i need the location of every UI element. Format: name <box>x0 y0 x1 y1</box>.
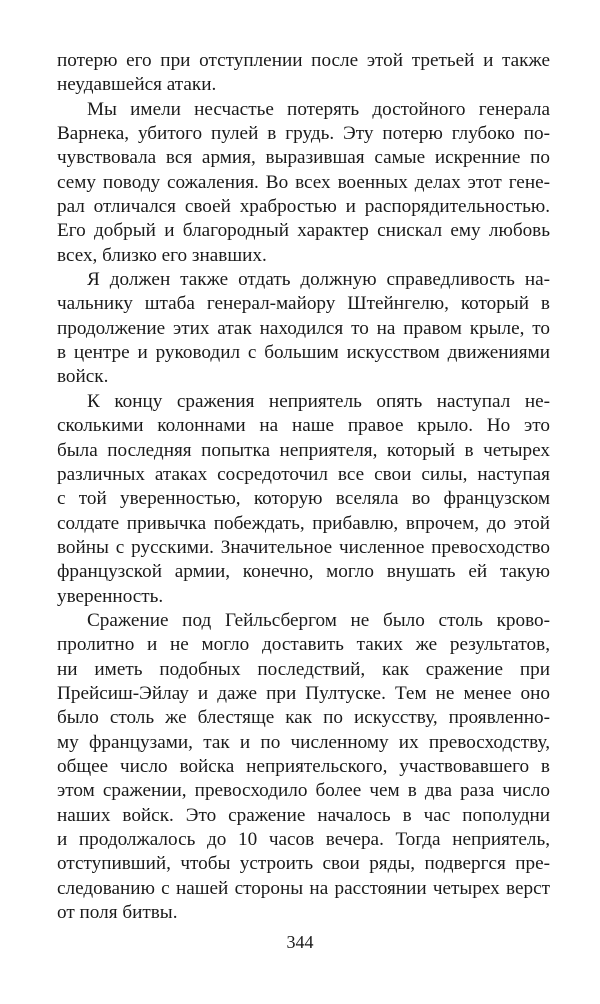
text-line: отступивший, чтобы устроить свои ряды, подвергся пре- <box>57 853 550 875</box>
text-line: рал отличался своей храбростью и распорядительностью. <box>57 196 550 218</box>
text-line: пролитно и не могло доставить таких же результатов, <box>57 634 550 656</box>
text-line: с той уверенностью, которую вселяла во французском <box>57 488 550 510</box>
text-line: Сражение под Гейльсбергом не было столь крово- <box>87 609 550 631</box>
text-line: французской армии, конечно, могло внушать ей такую <box>57 561 550 583</box>
page-number: 344 <box>286 932 314 952</box>
text-line: Варнека, убитого пулей в грудь. Эту потерю глубоко по- <box>57 123 550 145</box>
text-line: чальнику штаба генерал-майору Штейнгелю, который в <box>57 293 550 315</box>
text-line: чувствовала вся армия, выразившая самые искренние по <box>57 147 550 169</box>
text-line: войны с русскими. Значительное численное превосходство <box>57 536 550 558</box>
text-line: Его добрый и благородный характер снискал ему любовь <box>57 220 550 242</box>
text-line: Прейсиш-Эйлау и даже при Пултуске. Тем не менее оно <box>57 682 550 704</box>
text-line: ни иметь подобных последствий, как сражение при <box>57 658 550 680</box>
text-line: была последняя попытка неприятеля, который в четырех <box>57 439 550 461</box>
paragraph <box>57 49 550 98</box>
text-line: Я должен также отдать должную справедливость на- <box>87 269 550 291</box>
body-text <box>57 49 550 925</box>
text-line: неудавшейся атаки. <box>57 74 217 96</box>
text-line: сколькими колоннами на наше правое крыло. Но это <box>57 415 550 437</box>
paragraph <box>57 390 550 609</box>
text-line: К концу сражения неприятель опять наступал не- <box>87 390 550 412</box>
text-line: наших войск. Это сражение началось в час пополудни <box>57 804 550 826</box>
text-line: Мы имели несчастье потерять достойного генерала <box>87 98 550 120</box>
text-line: этом сражении, превосходило более чем в два раза число <box>57 780 550 802</box>
text-line: уверенность. <box>57 585 164 607</box>
text-line: было столь же блестяще как по искусству, проявленно- <box>57 707 550 729</box>
paragraph <box>57 609 550 925</box>
text-line: общее число войска неприятельского, участвовавшего в <box>57 755 550 777</box>
text-line: войск. <box>57 366 109 388</box>
text-line: следованию с нашей стороны на расстоянии четырех верст <box>57 877 550 899</box>
text-line: му французами, так и по численному их превосходству, <box>57 731 550 753</box>
text-line: потерю его при отступлении после этой третьей и также <box>57 50 550 71</box>
text-line: всех, близко его знавших. <box>57 244 267 266</box>
text-line: продолжение этих атак находился то на правом крыле, то <box>57 317 550 339</box>
paragraph <box>57 98 550 268</box>
text-line: сему поводу сожаления. Во всех военных делах этот гене- <box>57 171 550 193</box>
text-line: и продолжалось до 10 часов вечера. Тогда неприятель, <box>57 829 550 850</box>
text-line: от поля битвы. <box>57 902 178 924</box>
text-line: различных атаках сосредоточил все свои силы, наступая <box>57 463 550 485</box>
text-line: солдате привычка побеждать, прибавлю, впрочем, до этой <box>57 512 550 534</box>
paragraph <box>57 268 550 390</box>
text-line: в центре и руководил с большим искусством движениями <box>57 342 550 364</box>
